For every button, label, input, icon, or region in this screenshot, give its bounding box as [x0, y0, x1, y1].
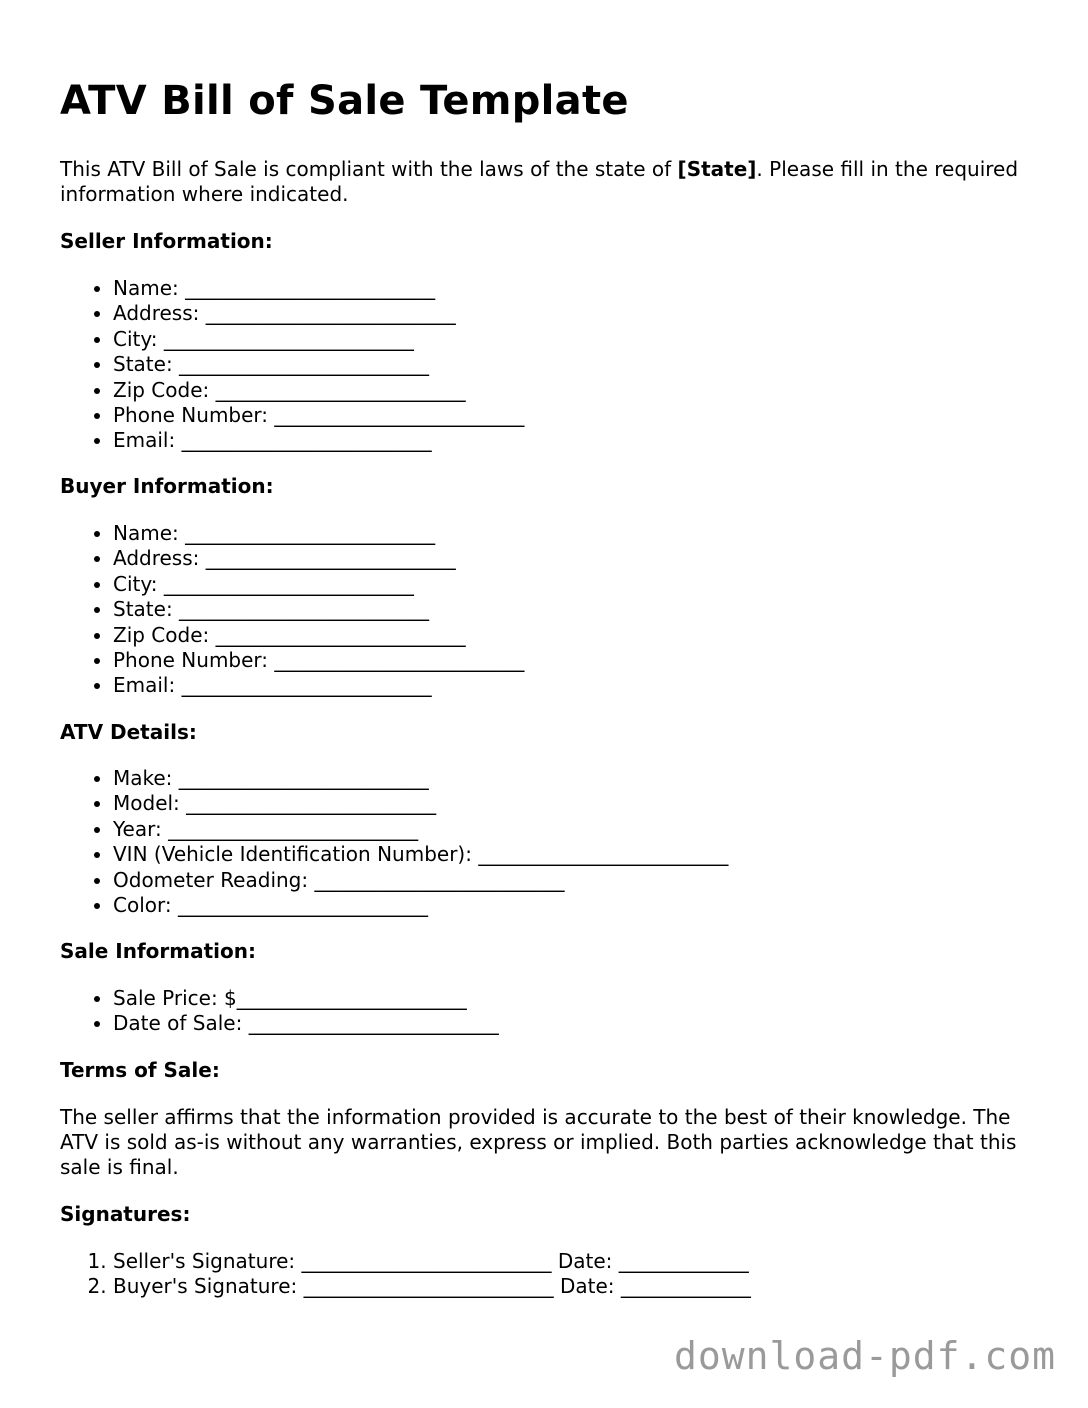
intro-paragraph: [60, 157, 1040, 207]
atv-make-field: • Make: _________________________: [113, 766, 728, 791]
intro-text-after: . Please fill in the required information where indicated.: [60, 157, 1019, 206]
atv-model-field: • Model: _________________________: [113, 791, 728, 816]
seller-phone-field: • Phone Number: _________________________: [113, 403, 524, 428]
seller-zip-field: • Zip Code: _________________________: [113, 378, 524, 403]
buyer-email-field: • Email: _________________________: [113, 673, 524, 698]
seller-list: [60, 276, 524, 454]
signatures-list: [60, 1249, 751, 1300]
sale-date-field: • Date of Sale: _________________________: [113, 1011, 499, 1036]
buyer-state-field: • State: _________________________: [113, 597, 524, 622]
terms-heading: Terms of Sale:: [60, 1058, 220, 1082]
buyer-list: [60, 521, 524, 699]
buyer-name-field: • Name: _________________________: [113, 521, 524, 546]
seller-heading: Seller Information:: [60, 229, 273, 253]
buyer-phone-field: • Phone Number: _________________________: [113, 648, 524, 673]
seller-state-field: • State: _________________________: [113, 352, 524, 377]
seller-address-field: • Address: _________________________: [113, 301, 524, 326]
seller-name-field: • Name: _________________________: [113, 276, 524, 301]
page-title: ATV Bill of Sale Template: [60, 78, 629, 124]
buyer-heading: Buyer Information:: [60, 474, 274, 498]
atv-list: [60, 766, 728, 918]
sale-price-field: • Sale Price: $_______________________: [113, 986, 499, 1011]
seller-email-field: • Email: _________________________: [113, 428, 524, 453]
atv-year-field: • Year: _________________________: [113, 817, 728, 842]
sale-heading: Sale Information:: [60, 939, 256, 963]
sale-list: [60, 986, 499, 1037]
buyer-signature-line: 2. Buyer's Signature: _________________________ Date: _____________: [113, 1274, 751, 1299]
seller-city-field: • City: _________________________: [113, 327, 524, 352]
signatures-heading: Signatures:: [60, 1202, 191, 1226]
atv-odometer-field: • Odometer Reading: _________________________: [113, 868, 728, 893]
watermark: download-pdf.com: [673, 1334, 1056, 1378]
buyer-city-field: • City: _________________________: [113, 572, 524, 597]
seller-signature-line: 1. Seller's Signature: _________________________ Date: _____________: [113, 1249, 751, 1274]
buyer-address-field: • Address: _________________________: [113, 546, 524, 571]
buyer-zip-field: • Zip Code: _________________________: [113, 623, 524, 648]
atv-heading: ATV Details:: [60, 720, 197, 744]
terms-paragraph: The seller affirms that the information provided is accurate to the best of their knowledge. The ATV is sold as-is without any warranties, express or implied. Both parties acknowledge that this sale is final.: [60, 1105, 1017, 1179]
atv-vin-field: • VIN (Vehicle Identification Number): _________________________: [113, 842, 728, 867]
atv-color-field: • Color: _________________________: [113, 893, 728, 918]
state-placeholder: [State]: [677, 157, 757, 181]
intro-text-before: This ATV Bill of Sale is compliant with the laws of the state of: [60, 157, 678, 181]
